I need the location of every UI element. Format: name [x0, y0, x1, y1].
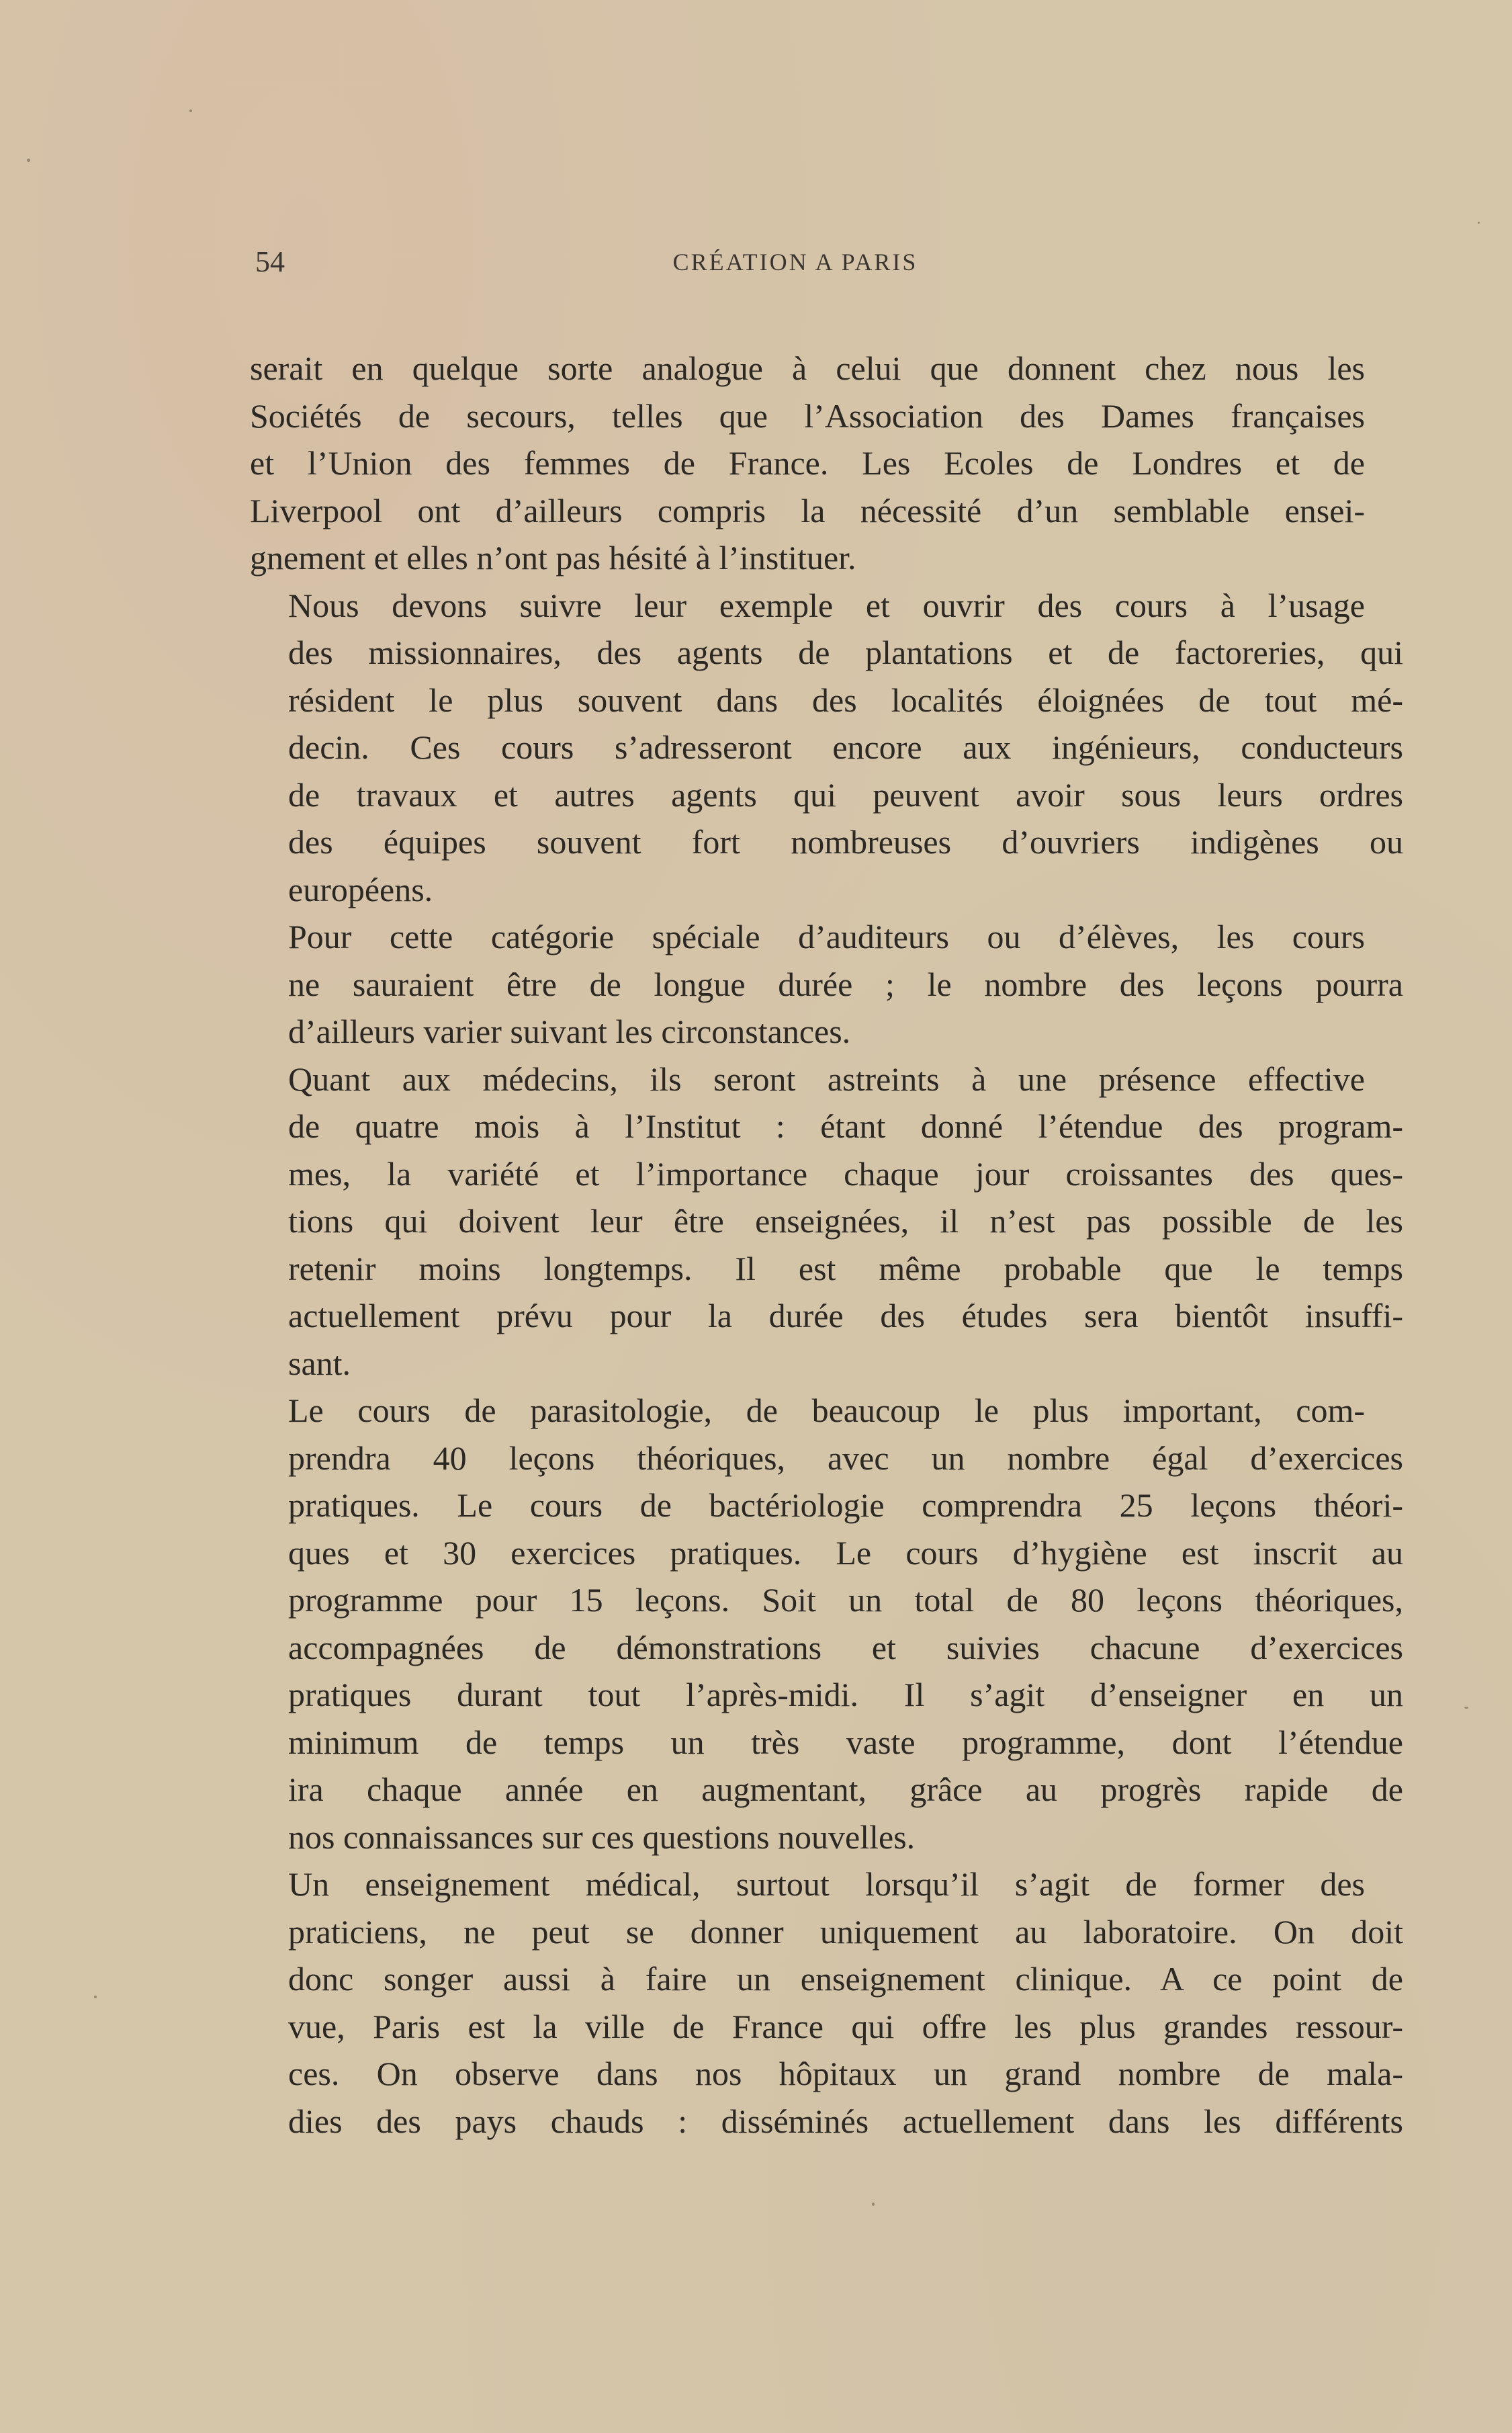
running-head: [250, 239, 1365, 286]
text-line: européens.: [288, 870, 433, 908]
text-line: de quatre mois à l’Institut : étant donné l’étendue des program-: [288, 1107, 1403, 1145]
text-line: ira chaque année en augmentant, grâce au progrès rapide de: [288, 1770, 1403, 1808]
text-line: de travaux et autres agents qui peuvent avoir sous leurs ordres: [288, 775, 1403, 814]
paragraph: [250, 582, 1403, 914]
text-line: des équipes souvent fort nombreuses d’ouvriers indigènes ou: [288, 823, 1403, 861]
text-line: vue, Paris est la ville de France qui offre les plus grandes ressour-: [288, 2007, 1403, 2045]
text-line: decin. Ces cours s’adresseront encore aux ingénieurs, conducteurs: [288, 728, 1403, 766]
text-line: mes, la variété et l’importance chaque jour croissantes des ques-: [288, 1154, 1403, 1193]
text-line: Nous devons suivre leur exemple et ouvrir des cours à l’usage: [288, 586, 1365, 624]
text-line: tions qui doivent leur être enseignées, il n’est pas possible de les: [288, 1202, 1403, 1240]
text-line: donc songer aussi à faire un enseignement clinique. A ce point de: [288, 1960, 1403, 1998]
text-line: ne sauraient être de longue durée ; le nombre des leçons pourra: [288, 965, 1403, 1003]
text-line: Quant aux médecins, ils seront astreints à une présence effective: [288, 1060, 1365, 1098]
text-line: nos connaissances sur ces questions nouvelles.: [288, 1818, 916, 1856]
text-line: dies des pays chauds : disséminés actuellement dans les différents: [288, 2102, 1403, 2140]
text-line: minimum de temps un très vaste programme, dont l’étendue: [288, 1723, 1403, 1761]
text-line: des missionnaires, des agents de plantations et de factoreries, qui: [288, 634, 1403, 671]
text-line: prendra 40 leçons théoriques, avec un nombre égal d’exercices: [288, 1439, 1403, 1477]
text-line: retenir moins longtemps. Il est même probable que le temps: [288, 1249, 1403, 1287]
paper-speck: [94, 1996, 97, 1998]
paragraph: [250, 1387, 1403, 1861]
text-line: pratiques. Le cours de bactériologie comprendra 25 leçons théori-: [288, 1486, 1403, 1524]
text-line: sant.: [288, 1344, 351, 1382]
text-line: programme pour 15 leçons. Soit un total de 80 leçons théoriques,: [288, 1581, 1403, 1619]
text-line: Le cours de parasitologie, de beaucoup le plus important, com-: [288, 1392, 1365, 1429]
text-line: résident le plus souvent dans des localités éloignées de tout mé-: [288, 681, 1403, 719]
text-line: serait en quelque sorte analogue à celui que donnent chez nous les: [250, 349, 1365, 387]
paper-speck: [189, 110, 192, 112]
text-line: pratiques durant tout l’après-midi. Il s’agit d’enseigner en un: [288, 1676, 1403, 1713]
text-line: d’ailleurs varier suivant les circonstances.: [288, 1013, 851, 1050]
paragraph: [250, 345, 1365, 582]
paper-speck: [1464, 1707, 1468, 1709]
text-line: Sociétés de secours, telles que l’Association des Dames françaises: [250, 396, 1365, 435]
book-page: [250, 239, 1403, 2145]
text-line: ques et 30 exercices pratiques. Le cours d’hygiène est inscrit au: [288, 1533, 1403, 1572]
text-line: gnement et elles n’ont pas hésité à l’instituer.: [250, 539, 856, 577]
text-line: actuellement prévu pour la durée des études sera bientôt insuffi-: [288, 1297, 1403, 1334]
paragraph: [250, 913, 1403, 1056]
paper-speck: [872, 2203, 875, 2206]
paper-speck: [1478, 222, 1480, 224]
paragraph: [250, 1056, 1403, 1388]
text-line: praticiens, ne peut se donner uniquement au laboratoire. On doit: [288, 1912, 1403, 1951]
text-line: Liverpool ont d’ailleurs compris la nécessité d’un semblable ensei-: [250, 491, 1365, 529]
page-number: 54: [255, 245, 285, 278]
text-line: accompagnées de démonstrations et suivies chacune d’exercices: [288, 1628, 1403, 1666]
text-line: Un enseignement médical, surtout lorsqu’il s’agit de former des: [288, 1865, 1365, 1903]
text-line: ces. On observe dans nos hôpitaux un grand nombre de mala-: [288, 2055, 1403, 2092]
paper-speck: [27, 159, 30, 162]
paragraph: [250, 1861, 1403, 2145]
text-line: Pour cette catégorie spéciale d’auditeurs ou d’élèves, les cours: [288, 918, 1365, 955]
body-text: [250, 345, 1403, 2145]
running-title: CRÉATION A PARIS: [672, 249, 918, 275]
text-line: et l’Union des femmes de France. Les Ecoles de Londres et de: [250, 444, 1365, 482]
